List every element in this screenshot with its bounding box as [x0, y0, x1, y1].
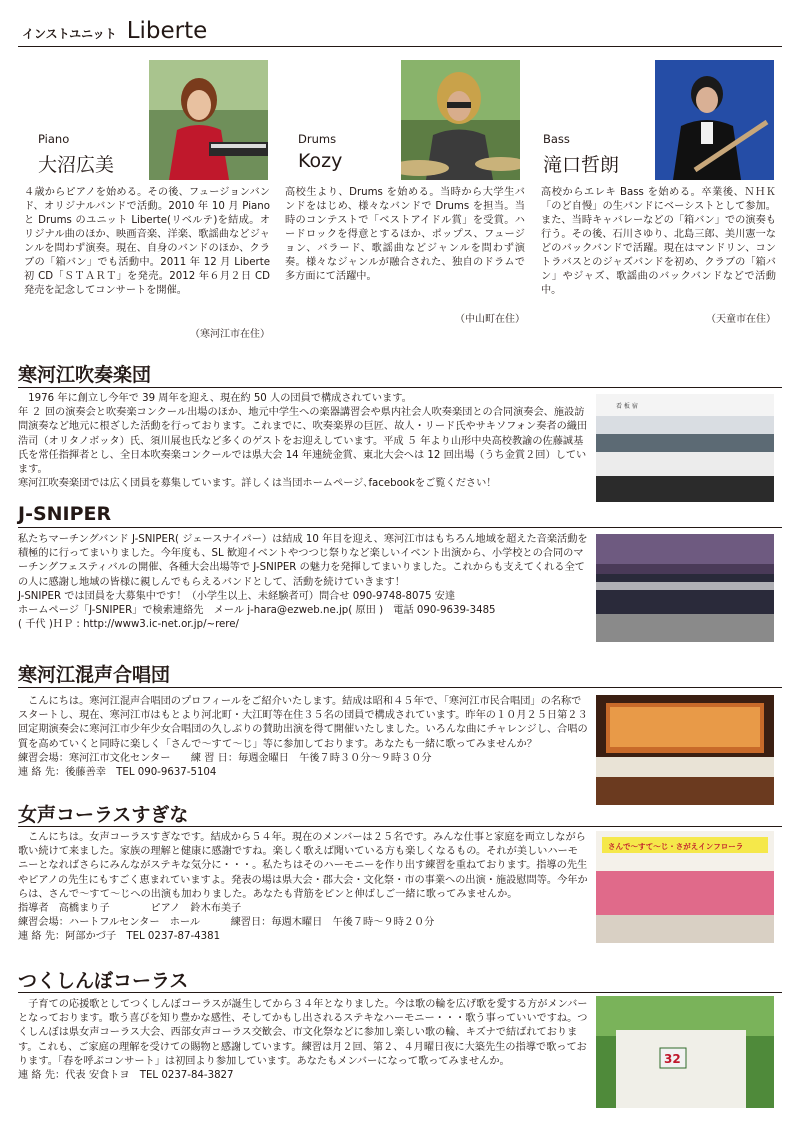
drummer-photo	[401, 60, 520, 180]
photo-banner: さんで〜すて〜じ・さがえインフローラ	[608, 842, 744, 851]
section-title: つくしんぼコーラス	[18, 970, 189, 992]
section-rule	[18, 826, 782, 827]
section-line: ( 千代 )ＨＰ : http://www3.ic-net.or.jp/~rere/	[18, 619, 239, 631]
photo-number: 32	[664, 1052, 681, 1066]
section-line: こんにちは。寒河江混声合唱団のプロフィールをご紹介いたします。結成は昭和４５年で、「寒河江市民合唱団」の名称でスタートし、現在、寒河江市はもとより河北町・大江町等在住３５名の団員で構成されています。昨年の１０月２５日第２３回定期演奏会に寒河江市少年少女合唱団の久しぶりの賛助出演を得て開催いたしました。いろんな曲にチャレンジし、合唱の質を高めていくと同時に楽しく「さんで〜すて〜じ」等に参加しております。あなたも一緒に歌ってみませんか？	[18, 696, 588, 750]
member-bio: 高校からエレキ Bass を始める。卒業後、ＮＨＫ「のど自慢」の生バンドにベーシストとして参加。また、当時キャバレーなどの「箱バン」での演奏も行う。その後、石川さゆり、北島三郎、美川憲一などのバックバンドで活躍。現在はマンドリン、コントラバスとのジャズバンドを初め、クラブの「箱バン」やジャズ、歌謡曲のバックバンドなどで活動中。	[541, 187, 776, 296]
section-body	[18, 533, 588, 632]
pianist-photo	[149, 60, 268, 180]
section-line: こんにちは。女声コーラスすぎなです。結成から５４年。現在のメンバーは２５名です。みんな仕事と家庭を両立しながら歌い続けて来ました。家族の理解と健康に感謝ですね。楽しく歌えば聞いている方も楽しくなるもの。それが美しいハーモニーとなればさらにみんながステキな気分に・・・。私たちはそのハーモニーを作り出す練習を重ねております。指導の先生やピアノの先生にもすごく恵まれていますよ。発表の場は県大会・郡大会・文化祭・市の事業への出演・施設慰問等。今年からは、さんで〜すて〜じへの出演も加わりました。あなたも背筋をピンと伸ばしご一緒に歌ってみませんか。	[18, 832, 588, 900]
section-line: 年 ２ 回の演奏会と吹奏楽コンクール出場のほか、地元中学生への楽器講習会や県内社会人吹奏楽団との合同演奏会、施設訪問演奏など地元に根ざした活動を行っております。これまでに、吹奏楽界の巨匠、故人・リード氏やサキソフォン奏者の織田浩司（オリタノボッタ）氏、須川展也氏など多くのゲストをお迎えしています。平成 ５ 年より山形中央高校教諭の佐藤誠基氏を常任指揮者とし、全日本吹奏楽コンクールでは県大会 14 年連続金賞、東北大会へは 12 回出場（うち金賞２回）しています。	[18, 407, 588, 476]
member-location: （中山町在住）	[455, 314, 525, 325]
unit-header	[22, 18, 207, 44]
choir-photo	[596, 695, 774, 805]
section-line: 練習会場：ハートフルセンター ホール 練習日：毎週木曜日 午後７時〜９時２０分	[18, 917, 435, 929]
header-rule	[18, 46, 782, 47]
bassist-photo	[655, 60, 774, 180]
member-location: （寒河江市在住）	[190, 329, 270, 340]
band-photo	[596, 394, 774, 502]
section-line: 連 絡 先：阿部かづ子 TEL 0237-87-4381	[18, 931, 221, 943]
section-body	[18, 695, 588, 780]
section-title: J-SNIPER	[18, 503, 112, 525]
photo-sign: 看 板 宿	[616, 403, 638, 410]
unit-label: インストユニット	[22, 27, 117, 41]
marching-band-photo	[596, 534, 774, 642]
section-body	[18, 831, 588, 945]
member-name: Kozy	[298, 150, 343, 172]
member-bio: 高校生より、Drums を始める。当時から大学生バンドをはじめ、様々なバンドで Drums を担当。当時のコンテストで「ベストアイドル賞」を受賞。ハードロックを得意とするほか、ポップス、フュージョン、バラード、歌謡曲などジャンルを問わず演奏。様々なジャンルが融合された、独自のドラムで多方面にて活躍中。	[285, 187, 525, 282]
section-title: 女声コーラスすぎな	[18, 804, 189, 826]
section-body	[18, 998, 588, 1083]
section-title: 寒河江混声合唱団	[18, 664, 171, 686]
member-role: Piano	[38, 132, 70, 146]
member-name: 滝口哲朗	[543, 154, 620, 176]
member-location: （天童市在住）	[706, 314, 776, 325]
tsukushinbo-chorus-photo	[596, 996, 774, 1108]
section-line: 練習会場：寒河江市文化センター 練 習 日：毎週金曜日 午後７時３０分〜９時３０分	[18, 752, 432, 764]
section-line: 連 絡 先：後藤善幸 TEL 090-9637-5104	[18, 767, 217, 779]
section-title: 寒河江吹奏楽団	[18, 364, 152, 386]
section-line: 寒河江吹奏楽団では広く団員を募集しています。詳しくは当団ホームページ､facebookをご覧ください！	[18, 478, 497, 490]
member-role: Bass	[543, 132, 570, 146]
womens-chorus-photo	[596, 831, 774, 943]
section-rule	[18, 527, 782, 528]
section-line: 1976 年に創立し今年で 39 周年を迎え、現在約 50 人の団員で構成されています。	[18, 393, 412, 404]
section-rule	[18, 387, 782, 388]
section-line: 連 絡 先：代表 安食トヨ TEL 0237-84-3827	[18, 1070, 234, 1082]
section-line: 私たちマーチングバンド J-SNIPER( ジェースナイパー）は結成 10 年目を迎え、寒河江市はもちろん地域を超えた音楽活動を積極的に行ってまいりました。今年度も、SL 歓迎イベントやつつじ祭りなど楽しいイベント出演から、小学校との合同のマーチングフェスティバルの開催、各種大会出場等で J-SNIPER の魅力を発揮してまいりました。これからも支えてくれる全ての人に感謝し地域の皆様に親しんでもらえるバンドとして、活動を続けていきます！	[18, 534, 588, 588]
section-line: 子育ての応援歌としてつくしんぼコーラスが誕生してから３４年となりました。今は歌の輪を広げ歌を愛する方がメンバーとなっております。歌う喜びを知り豊かな感性、そしてかもし出されるステキなハーモニー・・・歌う事っていいですね。つくしんぼは県女声コーラス大会、西部女声コーラス交歓会、市文化祭などに参加し楽しい歌の輪、キズナで結ばれております。これも、ご家庭の理解を受けての賜物と感謝しています。練習は月２回、第２、４月曜日夜に大築先生の指導で歌っております。｢春を呼ぶコンサート」は初回より参加しています。あなたもメンバーになって歌ってみませんか。	[18, 999, 588, 1067]
section-line: 指導者 高橋まり子 ピアノ 鈴木布美子	[18, 903, 242, 915]
section-line: J-SNIPER では団員を大募集中です！（小学生以上、未経験者可）問合せ 090-9748-8075 安達	[18, 590, 456, 602]
section-line: ホームページ「J-SNIPER」で検索連絡先 メール j-hara@ezweb.ne.jp( 原田 ) 電話 090-9639-3485	[18, 605, 496, 617]
unit-name: Liberte	[126, 18, 208, 44]
member-role: Drums	[298, 132, 337, 146]
section-body	[18, 392, 588, 491]
member-bio: ４歳からピアノを始める。その後、フュージョンバンド、オリジナルバンドで活動。2010 年 10 月 Piano と Drums のユニット Liberte(リベルテ)を結成。オリジナル曲のほか、映画音楽、洋楽、歌謡曲などジャンルを問わず演奏。現在、自身のバンドのほか、クラブの「箱バン」でも活動中。2011 年 12 月 Liberte 初 CD「ＳＴＡＲＴ」を発売。2012 年６月２日 CD 発売を記念してコンサートを開催。	[24, 187, 270, 296]
section-rule	[18, 687, 782, 688]
section-rule	[18, 992, 782, 993]
member-name: 大沼広美	[38, 154, 115, 176]
